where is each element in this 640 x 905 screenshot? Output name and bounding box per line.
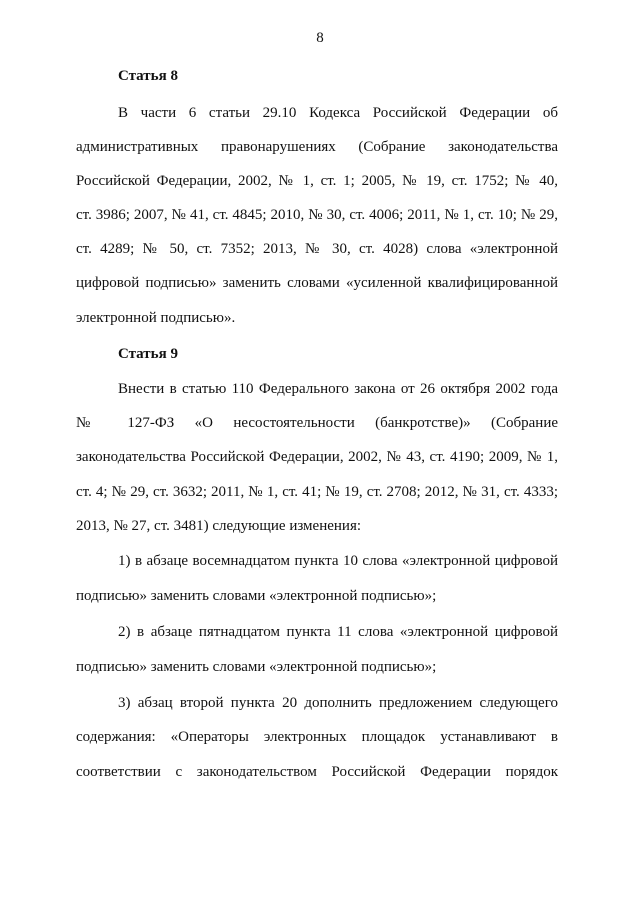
page-number: 8 (316, 30, 324, 46)
article-8-line-6: цифровой подписью» заменить словами «усиленной квалифицированной (76, 275, 558, 291)
article-9-intro-line-2: № 127-ФЗ «О несостоятельности (банкротстве)» (Собрание (76, 415, 558, 431)
article-8-line-2: административных правонарушениях (Собрание законодательства (76, 139, 558, 155)
article-9-item-1-line-1: 1) в абзаце восемнадцатом пункта 10 слова «электронной цифровой (118, 553, 558, 569)
article-9-intro-line-1: Внести в статью 110 Федерального закона от 26 октября 2002 года (118, 381, 558, 397)
article-9-intro-line-4: ст. 4; № 29, ст. 3632; 2011, № 1, ст. 41; № 19, ст. 2708; 2012, № 31, ст. 4333; (76, 484, 558, 500)
article-9-item-2-line-1: 2) в абзаце пятнадцатом пункта 11 слова «электронной цифровой (118, 624, 558, 640)
article-8-heading: Статья 8 (118, 68, 178, 84)
article-8-line-1: В части 6 статьи 29.10 Кодекса Российской Федерации об (118, 105, 558, 121)
article-9-item-1-line-2: подписью» заменить словами «электронной подписью»; (76, 588, 437, 604)
article-9-item-2-line-2: подписью» заменить словами «электронной подписью»; (76, 659, 437, 675)
article-8-line-7: электронной подписью». (76, 310, 236, 326)
article-9-intro-line-3: законодательства Российской Федерации, 2002, № 43, ст. 4190; 2009, № 1, (76, 449, 558, 465)
article-9-item-3-line-3: соответствии с законодательством Российской Федерации порядок (76, 764, 558, 780)
article-8-line-4: ст. 3986; 2007, № 41, ст. 4845; 2010, № 30, ст. 4006; 2011, № 1, ст. 10; № 29, (76, 207, 558, 223)
article-9-item-3-line-1: 3) абзац второй пункта 20 дополнить предложением следующего (118, 695, 558, 711)
article-8-line-3: Российской Федерации, 2002, № 1, ст. 1; 2005, № 19, ст. 1752; № 40, (76, 173, 558, 189)
article-9-heading: Статья 9 (118, 346, 178, 362)
article-9-item-3-line-2: содержания: «Операторы электронных площадок устанавливают в (76, 729, 558, 745)
article-9-intro-line-5: 2013, № 27, ст. 3481) следующие изменения: (76, 518, 362, 534)
article-8-line-5: ст. 4289; № 50, ст. 7352; 2013, № 30, ст. 4028) слова «электронной (76, 241, 558, 257)
